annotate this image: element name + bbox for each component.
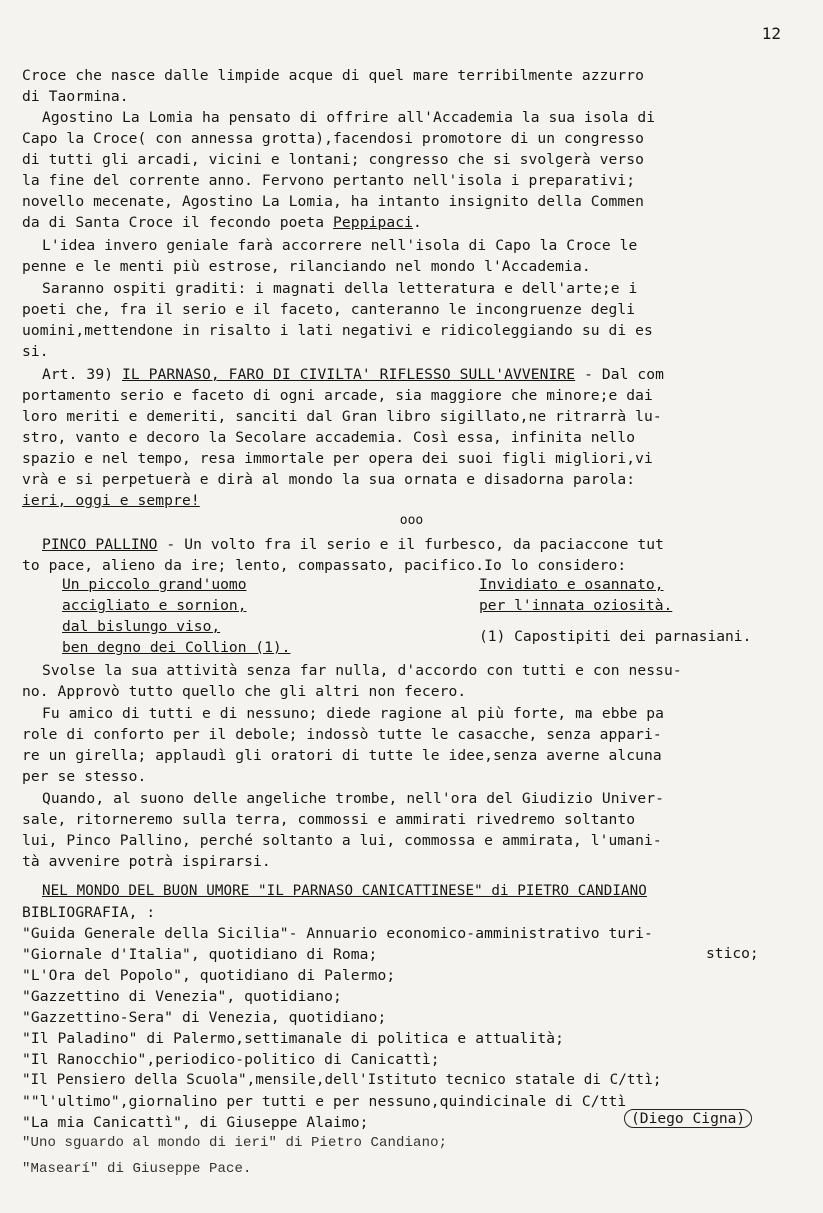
bibliography-item: "Giornale d'Italia", quotidiano di Roma; (22, 946, 378, 963)
text-line: re un girella; applaudì gli oratori di tutte le idee,senza averne alcuna (22, 747, 662, 764)
text-line: ieri, oggi e sempre! (22, 492, 200, 509)
bibliography-item: ""l'ultimo",giornalino per tutti e per nessuno,quindicinale di C/ttì (22, 1093, 627, 1110)
text-line: portamento serio e faceto di ogni arcade, sia maggiore che minore;e dai (22, 387, 653, 404)
text-line: di Taormina. (22, 88, 129, 105)
text-line: la fine del corrente anno. Fervono pertanto nell'isola i preparativi; (22, 172, 636, 189)
text-line: penne e le menti più estrose, rilanciando nel mondo l'Accademia. (22, 258, 591, 275)
separator: ooo (399, 513, 424, 528)
verse-line: Invidiato e osannato, (479, 576, 664, 593)
text-line: Svolse la sua attività senza far nulla, d'accordo con tutti e con nessu- (42, 662, 682, 679)
text-line: no. Approvò tutto quello che gli altri non fecero. (22, 683, 467, 700)
bibliography-item: "Il Pensiero della Scuola",mensile,dell'Istituto tecnico statale di C/ttì; (22, 1072, 662, 1088)
verse-line: dal bislungo viso, (62, 618, 221, 635)
bibliography-item: "Il Paladino" di Palermo,settimanale di politica e attualità; (22, 1030, 565, 1047)
text-line: L'idea invero geniale farà accorrere nell'isola di Capo la Croce le (42, 237, 638, 254)
handwritten-annotation: (Diego Cigna) (624, 1110, 752, 1127)
poet-name: Peppipaci (333, 214, 414, 231)
text-line: tà avvenire potrà ispirarsi. (22, 853, 271, 870)
bibliography-item: "Il Ranocchio",periodico-politico di Canicattì; (22, 1051, 440, 1068)
text-line: uomini,mettendone in risalto i lati negativi e ridicoleggiando su di es (22, 322, 653, 339)
text-line: loro meriti e demeriti, sanciti dal Gran libro sigillato,ne ritrarrà lu- (22, 408, 662, 425)
text-line: di tutti gli arcadi, vicini e lontani; congresso che si svolgerà verso (22, 151, 645, 168)
text-line: lui, Pinco Pallino, perché soltanto a lui, commossa e ammirata, l'umani- (22, 832, 662, 849)
text-line: Quando, al suono delle angeliche trombe, nell'ora del Giudizio Univer- (42, 790, 665, 807)
bibliography-item-continuation: stico; (706, 945, 759, 962)
verse-line: ben degno dei Collion (1). (62, 639, 291, 656)
bibliography-item: "Masearí" di Giuseppe Pace. (22, 1161, 252, 1177)
text-line: Agostino La Lomia ha pensato di offrire all'Accademia la sua isola di (42, 109, 656, 126)
verse-line: Un piccolo grand'uomo (62, 576, 247, 593)
article-title: IL PARNASO, FARO DI CIVILTA' RIFLESSO SULL'AVVENIRE (121, 366, 576, 383)
text-line: si. (22, 343, 49, 360)
text-line: sale, ritorneremo sulla terra, commossi e ammirati rivedremo soltanto (22, 811, 636, 828)
text-line: to pace, alieno da ire; lento, compassato, pacifico.Io lo considero: (22, 557, 627, 574)
verse-line: accigliato e sornion, (62, 597, 247, 614)
verse-line: per l'innata oziosità. (479, 597, 673, 614)
text-line: poeti che, fra il serio e il faceto, canteranno le incongruenze degli (22, 301, 636, 318)
bibliography-item: "La mia Canicattì", di Giuseppe Alaimo; (22, 1114, 369, 1131)
text-line: Croce che nasce dalle limpide acque di quel mare terribilmente azzurro (22, 67, 645, 84)
text-line: role di conforto per il debole; indossò tutte le casacche, senza appari- (22, 726, 662, 743)
section-heading: PINCO PALLINO - Un volto fra il serio e il furbesco, da paciaccone tut (42, 536, 665, 553)
bibliography-heading: NEL MONDO DEL BUON UMORE "IL PARNASO CANICATTINESE" di PIETRO CANDIANO (42, 883, 647, 899)
bibliography-item: "Gazzettino di Venezia", quotidiano; (22, 988, 342, 1005)
bibliography-item: "Gazzettino-Sera" di Venezia, quotidiano; (22, 1009, 387, 1026)
bibliography-item: "Uno sguardo al mondo di ieri" di Pietro Candiano; (22, 1135, 448, 1151)
footnote: (1) Capostipiti dei parnasiani. (479, 628, 752, 645)
text-line: vrà e si perpetuerà e dirà al mondo la sua ornata e disadorna parola: (22, 471, 636, 488)
text-line: spazio e nel tempo, resa immortale per opera dei suoi figli migliori,vi (22, 450, 653, 467)
text-line: novello mecenate, Agostino La Lomia, ha intanto insignito della Commen (22, 193, 645, 210)
bibliography-label: BIBLIOGRAFIA, : (22, 904, 156, 921)
text-line: da di Santa Croce il fecondo poeta Peppipaci. (22, 214, 422, 231)
text-line: per se stesso. (22, 768, 147, 785)
text-line: stro, vanto e decoro la Secolare accademia. Così essa, infinita nello (22, 429, 636, 446)
text-line: Capo la Croce( con annessa grotta),facendosi promotore di un congresso (22, 130, 645, 147)
bibliography-item: "L'Ora del Popolo", quotidiano di Palermo; (22, 967, 396, 984)
article-heading: Art. 39) IL PARNASO, FARO DI CIVILTA' RIFLESSO SULL'AVVENIRE - Dal com (42, 366, 665, 383)
bibliography-item: "Guida Generale della Sicilia"- Annuario economico-amministrativo turi- (22, 925, 653, 942)
pinco-title: PINCO PALLINO (42, 536, 158, 553)
text-line: Fu amico di tutti e di nessuno; diede ragione al più forte, ma ebbe pa (42, 705, 665, 722)
text-line: Saranno ospiti graditi: i magnati della letteratura e dell'arte;e i (42, 280, 638, 297)
page-number: 12 (761, 24, 781, 43)
